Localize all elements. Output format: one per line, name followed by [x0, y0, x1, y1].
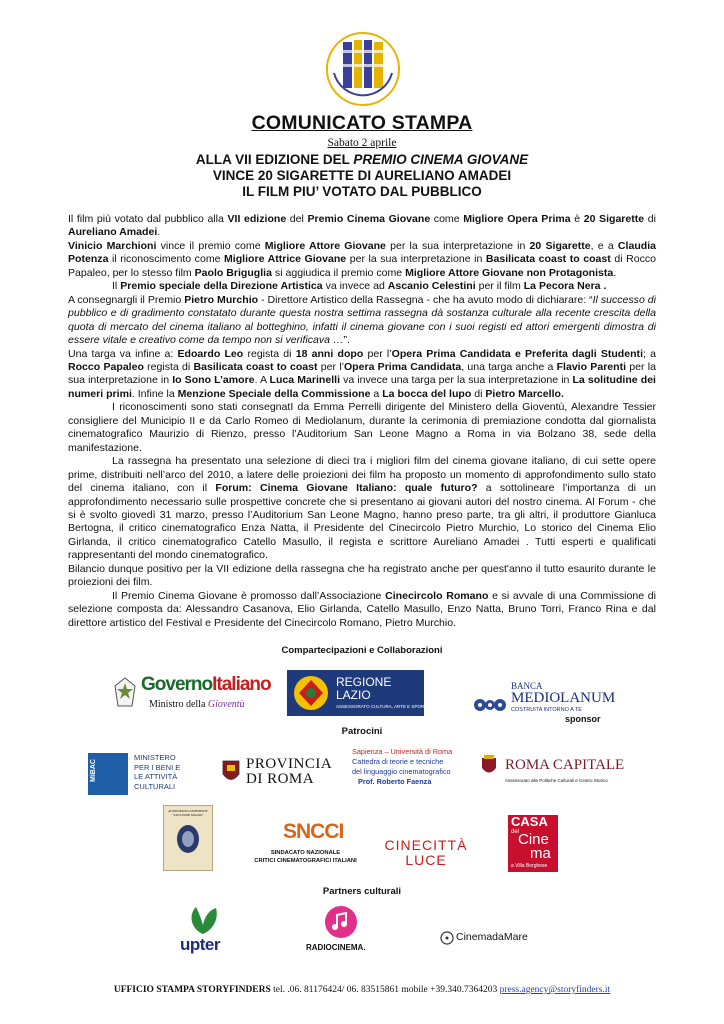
date: Sabato 2 aprile — [327, 137, 397, 149]
sapienza-logo: Sapienza – Università di Roma Cattedra di teorie e tecniche del linguaggio cinematografico Prof. Roberto Faenza — [352, 747, 453, 786]
headline-3: IL FILM PIU’ VOTATO DAL PUBBLICO — [242, 184, 482, 199]
banca-mediolanum-logo: BANCA MEDIOLANUM COSTRUITA INTORNO A TE sponsor — [473, 681, 613, 725]
section-title-patrocini: Patrocini — [341, 726, 383, 737]
section-title-partners: Compartecipazioni e Collaborazioni — [281, 645, 443, 656]
roma-crest-icon — [481, 755, 497, 782]
cinemadamare-logo: CinemadaMare — [440, 927, 548, 951]
cinecitta-luce-logo: CINECITTÀ LUCE — [384, 837, 468, 868]
headline-1: ALLA VII EDIZIONE DEL PREMIO CINEMA GIOVANE — [195, 152, 529, 167]
roma-capitale-logo: ROMA CAPITALE Assessorato alle Politiche Culturali e Centro Storico — [481, 755, 631, 791]
paragraph: Il film più votato dal pubblico alla VII edizione del Premio Cinema Giovane come Migliore Opera Prima è 20 Sigarette di Aureliano Amadei. — [68, 213, 657, 239]
casa-del-cinema-logo: CASA del Cine ma a Villa Borghese — [508, 815, 558, 872]
paragraph: Il Premio Cinema Giovane è promosso dall’Associazione Cinecircolo Romano e si avvale di una Commissione di selezione composta da: Alessandro Casanova, Elio Girlanda, Catello Masullo, Enzo Natta, Bruno Torri, Franco Rina e dal direttore artistico del Festival e Presidente del Cinecircolo Romano, Pietro Murchio. — [68, 589, 656, 629]
press-release-body — [68, 213, 656, 630]
film-reel-icon — [440, 930, 454, 951]
paragraph: I riconoscimenti sono stati consegnatI da Emma Perrelli dirigente del Ministero della Gioventù, Alexandre Tessier consigliere del Municipio II e da Carlo Romeo di Mediolanum, durante la cerimonia di premiazione condotta dal giornalista cinematografico Maurizio di Rienzo, presso l’Auditorium San Leone Magno a Roma in via Bolzano 38, sede della manifestazione. — [68, 401, 656, 454]
email-link[interactable]: press.agency@storyfinders.it — [499, 985, 611, 995]
emblem-icon — [113, 676, 137, 710]
paragraph: Il Premio speciale della Direzione Artistica va invece ad Ascanio Celestini per il film La Pecora Nera . — [112, 280, 607, 293]
headline-2: VINCE 20 SIGARETTE DI AURELIANO AMADEI — [212, 168, 512, 183]
page-title: COMUNICATO STAMPA — [251, 112, 473, 134]
paragraph: Vinicio Marchioni vince il premio come Migliore Attore Giovane per la sua interpretazione in 20 Sigarette, e a Claudia Potenza il riconoscimento come Migliore Attrice Giovane per la sua interpretazione in Basilicata coast to coast di Rocco Papaleo, per lo stesso film Paolo Briguglia si aggiudica il premio come Migliore Attore Giovane non Protagonista. — [68, 239, 656, 279]
regione-lazio-logo: REGIONE LAZIO ASSESSORATO CULTURA, ARTE E SPORT — [287, 670, 424, 716]
paragraph: Una targa va infine a: Edoardo Leo regista di 18 anni dopo per l’Opera Prima Candidata e Preferita dagli Studenti; a Rocco Papaleo regista di Basilicata coast to coast per l’Opera Prima Candidata, una targa anche a Flavio Parenti per la sua interpretazione in Io Sono L’amore. A Luca Marinelli va invece una targa per la sua interpretazione in La solitudine dei numeri primi. Infine la Menzione Speciale della Commissione a La bocca del lupo di Pietro Marcello. — [68, 347, 657, 400]
radiocinema-note-icon — [324, 905, 358, 944]
mediolanum-gears-icon — [473, 697, 507, 718]
provincia-roma-logo: PROVINCIA DI ROMA — [222, 757, 342, 789]
footer-press-office: UFFICIO STAMPA STORYFINDERS tel. .06. 81176424/ 06. 83515861 mobile +39.340.7364203 press.agency@storyfinders.it — [113, 985, 611, 995]
regione-emblem-icon — [292, 674, 330, 712]
paragraph: Bilancio dunque positivo per la VII edizione della rassegna che ha registrato anche per quest'anno il tutto esaurito durante le proiezioni dei film. — [68, 562, 656, 589]
auditorium-plaque-logo: AUDITORIUM CONFERENZE "SAN LEONE MAGNO" — [163, 805, 213, 871]
cinecircolo-logo — [324, 28, 402, 110]
governo-italiano-logo: GovernoItaliano Ministro della Gioventù — [113, 672, 238, 718]
section-title-cultural: Partners culturali — [322, 886, 402, 897]
sncci-logo: SNCCI SINDACATO NAZIONALE CRITICI CINEMATOGRAFICI ITALIANI — [254, 820, 357, 864]
paragraph: La rassegna ha presentato una selezione di dieci tra i migliori film del cinema giovane italiano, di cui sette opere prime, distribuiti nell’arco del 2010, a latere delle proiezioni dei film ha proposto un momento di approfondimento sullo stato del cinema italiano, con il Forum: Cinema Giovane Italiano: quale futuro? a sottolineare l’importanza di un approfondimento necessario sulle prospettive concrete che si presentano ai giovani autori del nostro cinema. Al Forum - che si è svolto giovedì 31 marzo, presso l’Auditorium San Leone Magno, hanno preso parte, tra gli altri, il produttore Gianluca Bertogna, il critico cinematografico Enza Natta, il Presidente del Cinecircolo Pietro Murchio, Lo storico del Cinema Elio Girlanda, il critico cinematografico Catello Masullo, il regista e scrittore Aureliano Amadei . Tutti esperti e qualificati rappresentanti del mondo cinematografico. — [68, 455, 656, 562]
plaque-emblem-icon — [175, 824, 201, 859]
upter-logo: upter — [178, 905, 226, 957]
radiocinema-logo: RADIOCINEMA. — [306, 905, 378, 955]
mibac-logo: MiBAC MINISTERO PER I BENI E LE ATTIVITÀ CULTURALI — [88, 753, 183, 795]
paragraph: A consegnargli il Premio Pietro Murchio - Direttore Artistico della Rassegna - che ha avuto modo di dichiarare: “Il successo di pubblico e di gradimento constatato durante questa nostra settima rassegna dà sostanza culturale alla recente crescita della quota di mercato del cinema italiano al botteghino, infatti il cinema giovane con i suoi registi ed attori emergenti dimostra di essere vitale e creativo come da tempo non si verificava …”. — [68, 293, 656, 347]
provincia-crest-icon — [222, 759, 240, 790]
